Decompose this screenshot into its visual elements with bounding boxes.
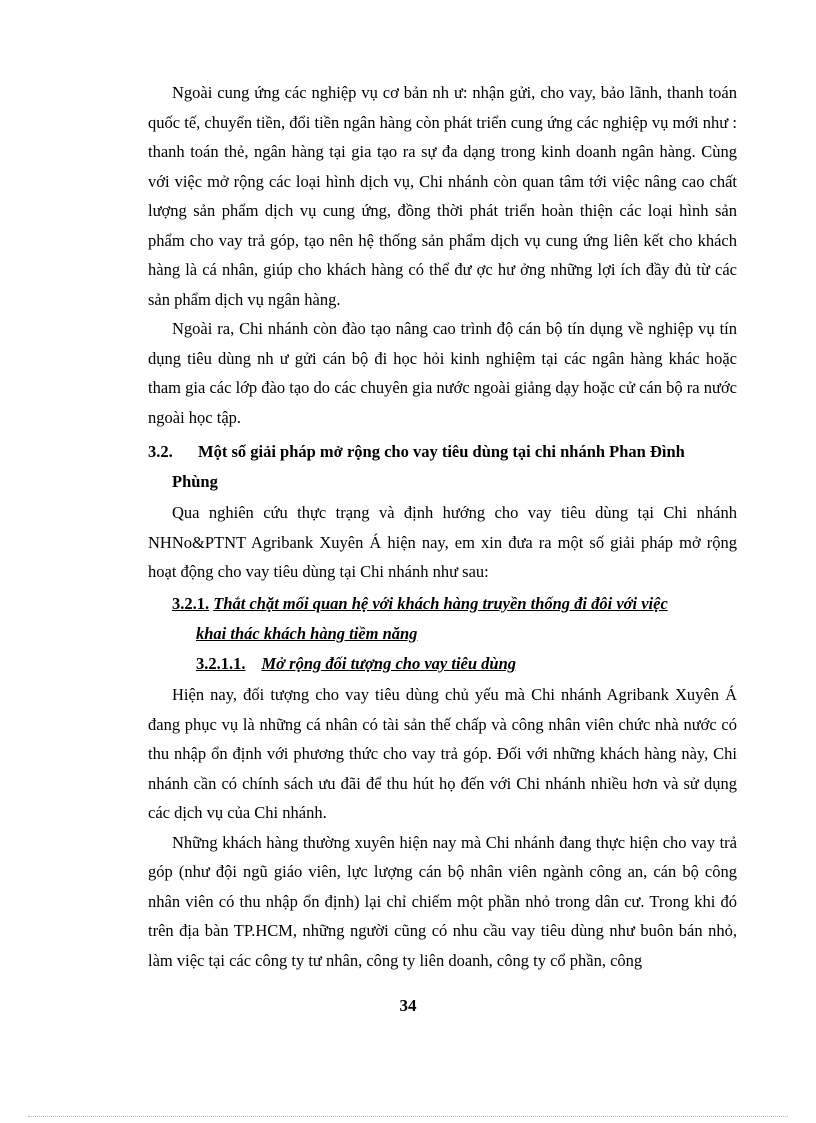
paragraph: Qua nghiên cứu thực trạng và định hướng cho vay tiêu dùng tại Chi nhánh NHNo&PTNT Agribank Xuyên Á hiện nay, em xin đưa ra một số giải pháp mở rộng hoạt động cho vay tiêu dùng tại Chi nhánh như sau: xyxy=(148,503,737,581)
body-text-intro xyxy=(148,498,737,587)
paragraph: Những khách hàng thường xuyên hiện nay mà Chi nhánh đang thực hiện cho vay trả góp (như đội ngũ giáo viên, lực lượng cán bộ nhân viên ngành công an, cán bộ công nhân viên có thu nhập ổn định) lại chỉ chiếm một phần nhỏ trong dân cư. Trong khi đó trên địa bàn TP.HCM, những người cũng có nhu cầu vay tiêu dùng như buôn bán nhỏ, làm việc tại các công ty tư nhân, công ty liên doanh, công ty cổ phần, công xyxy=(148,832,737,970)
paragraph: Ngoài cung ứng các nghiệp vụ cơ bản nh ư: nhận gửi, cho vay, bảo lãnh, thanh toán quốc tế, chuyển tiền, đổi tiền ngân hàng còn phát triển cung ứng các nghiệp vụ mới như : thanh toán thẻ, ngân hàng tại gia tạo ra sự đa dạng trong kinh doanh ngân hàng. Cùng với việc mở rộng các loại hình dịch vụ, Chi nhánh còn quan tâm tới việc nâng cao chất lượng sản phẩm dịch vụ cung ứng, đồng thời phát triển hoàn thiện các loại hình sản phẩm cho vay trả góp, tạo nên hệ thống sản phẩm dịch vụ cung ứng liên kết cho khách hàng là cá nhân, giúp cho khách hàng có thể đư ợc hư ởng những lợi ích đầy đủ từ các sản phẩm dịch vụ ngân hàng. xyxy=(148,83,737,309)
body-text-top xyxy=(148,78,737,432)
section-number: 3.2.1. xyxy=(172,594,210,613)
section-title: Mở rộng đối tượng cho vay tiêu dùng xyxy=(261,654,517,673)
section-number: 3.2. xyxy=(148,442,173,461)
section-title: Thắt chặt mối quan hệ với khách hàng truyền thống đi đôi với việc xyxy=(213,594,668,613)
footer-divider xyxy=(28,1116,788,1117)
section-title: Một số giải pháp mở rộng cho vay tiêu dùng tại chi nhánh Phan Đình xyxy=(198,442,685,461)
paragraph: Ngoài ra, Chi nhánh còn đào tạo nâng cao trình độ cán bộ tín dụng về nghiệp vụ tín dụng tiêu dùng nh ư gửi cán bộ đi học hỏi kinh nghiệm tại các ngân hàng khác hoặc tham gia các lớp đào tạo do các chuyên gia nước ngoài giảng dạy hoặc cử cán bộ ra nước ngoài học tập. xyxy=(148,319,737,427)
section-heading-3-2-1-1 xyxy=(196,649,736,679)
section-heading-3-2 xyxy=(148,437,737,496)
paragraph: Hiện nay, đối tượng cho vay tiêu dùng chủ yếu mà Chi nhánh Agribank Xuyên Á đang phục vụ là những cá nhân có tài sản thế chấp và công nhân viên chức nhà nước có thu nhập ổn định với phương thức cho vay trả góp. Đối với những khách hàng này, Chi nhánh cần có chính sách ưu đãi để thu hút họ đến với Chi nhánh nhiều hơn và sử dụng các dịch vụ của Chi nhánh. xyxy=(148,685,737,822)
page-number: 34 xyxy=(399,996,417,1015)
body-text-bottom xyxy=(148,680,737,975)
section-number: 3.2.1.1. xyxy=(196,654,246,673)
section-title-continuation: Phùng xyxy=(172,471,218,491)
section-title-line-2: khai thác khách hàng tiềm năng xyxy=(196,623,418,643)
section-heading-3-2-1 xyxy=(172,589,722,648)
